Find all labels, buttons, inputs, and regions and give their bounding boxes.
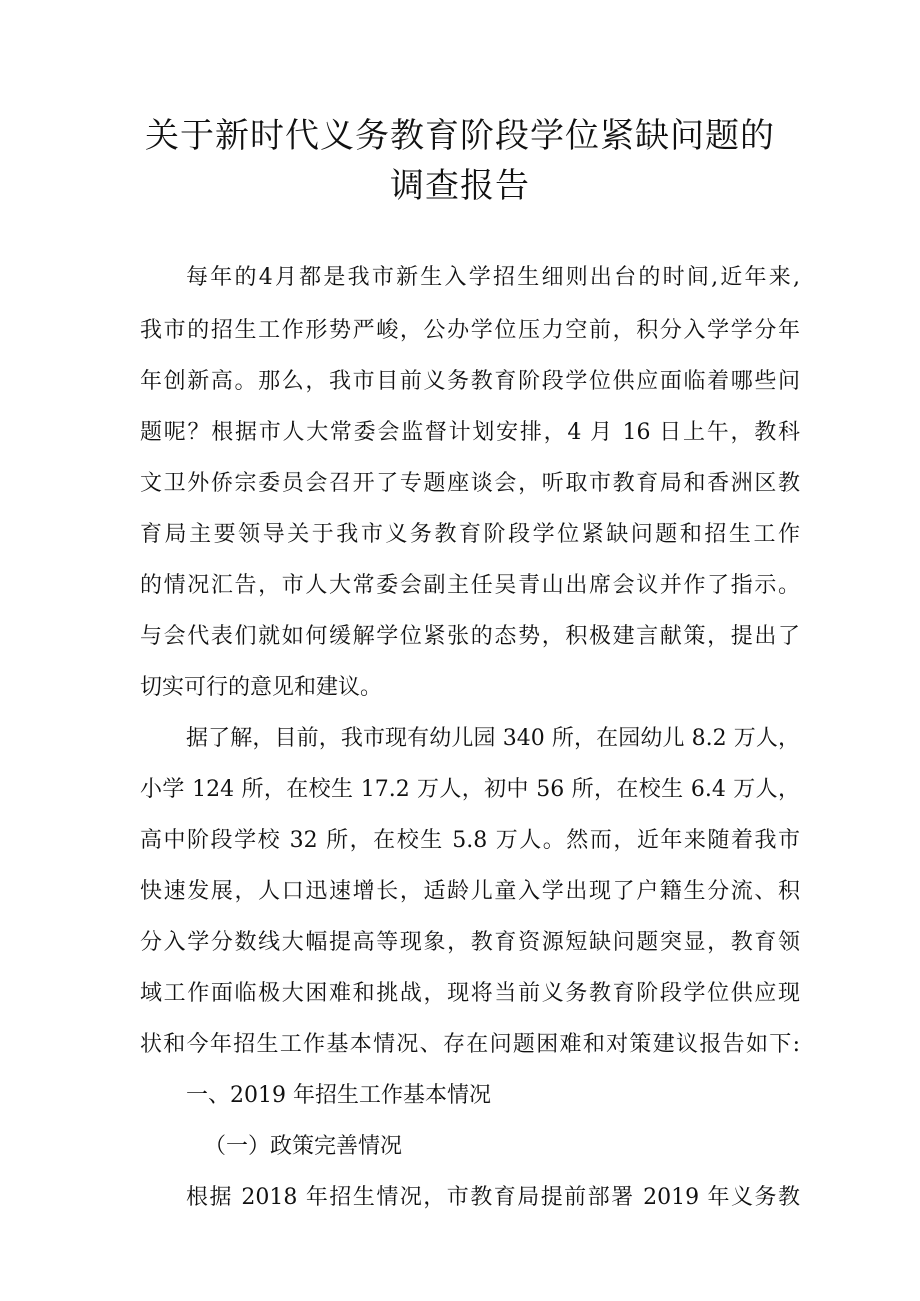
paragraph-line: 状和今年招生工作基本情况、存在问题困难和对策建议报告如下:: [140, 1032, 800, 1057]
paragraph-line: 高中阶段学校 32 所，在校生 5.8 万人。然而，近年来随着我市: [140, 828, 800, 853]
paragraph-line: 我市的招生工作形势严峻，公办学位压力空前，积分入学学分年: [140, 318, 800, 343]
paragraph-line: 的情况汇告，市人大常委会副主任吴青山出席会议并作了指示。: [140, 573, 800, 598]
paragraph-line: 域工作面临极大困难和挑战，现将当前义务教育阶段学位供应现: [140, 981, 800, 1006]
paragraph-line: 据了解，目前，我市现有幼儿园 340 所，在园幼儿 8.2 万人，: [186, 726, 800, 751]
paragraph-line: 文卫外侨宗委员会召开了专题座谈会，听取市教育局和香洲区教: [140, 471, 800, 496]
section-heading: 一、2019 年招生工作基本情况: [186, 1083, 491, 1108]
paragraph-line: 与会代表们就如何缓解学位紧张的态势，积极建言献策，提出了: [140, 624, 800, 649]
paragraph-line: 快速发展，人口迅速增长，适龄儿童入学出现了户籍生分流、积: [140, 879, 800, 904]
document-title-line-2: 调查报告: [390, 166, 530, 206]
paragraph-line: 年创新高。那么，我市目前义务教育阶段学位供应面临着哪些问: [140, 369, 800, 394]
paragraph-line: 小学 124 所，在校生 17.2 万人，初中 56 所，在校生 6.4 万人，: [140, 777, 800, 802]
paragraph-line: 分入学分数线大幅提高等现象，教育资源短缺问题突显，教育领: [140, 930, 800, 955]
paragraph-line: 题呢？根据市人大常委会监督计划安排，4 月 16 日上午，教科: [140, 420, 800, 445]
subsection-heading: （一）政策完善情况: [204, 1134, 403, 1159]
paragraph-line: 根据 2018 年招生情况，市教育局提前部署 2019 年义务教: [186, 1185, 800, 1210]
paragraph-line: 每年的4月都是我市新生入学招生细则出台的时间,近年来,: [186, 265, 800, 290]
paragraph-line: 育局主要领导关于我市义务教育阶段学位紧缺问题和招生工作: [140, 522, 800, 547]
document-title-line-1: 关于新时代义务教育阶段学位紧缺问题的: [145, 116, 775, 156]
paragraph-line: 切实可行的意见和建议。: [140, 675, 383, 700]
